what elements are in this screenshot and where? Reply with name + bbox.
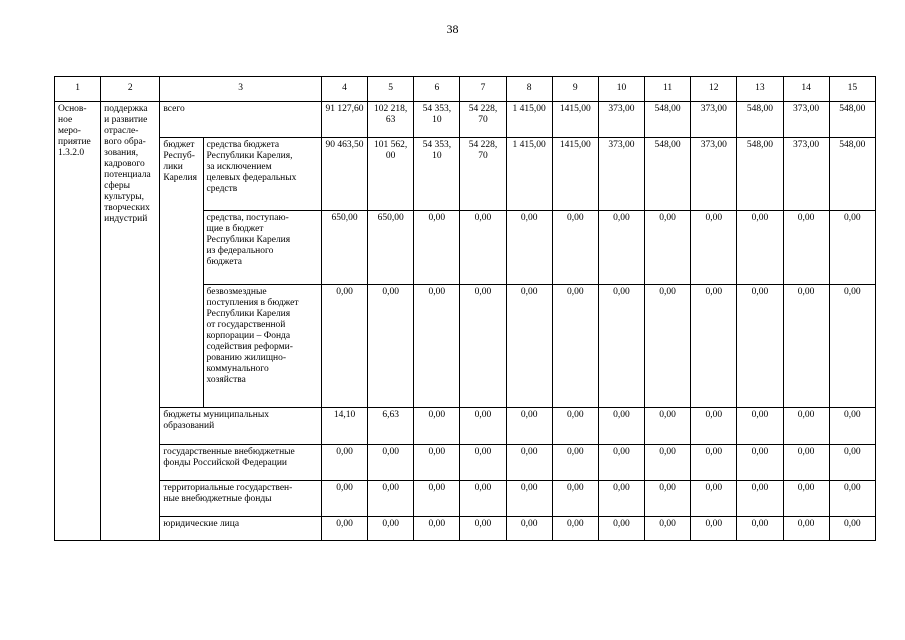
value-cell: 1415,00	[552, 138, 598, 211]
value-cell: 548,00	[829, 102, 875, 138]
value-cell: 0,00	[691, 445, 737, 481]
value-cell: 102 218, 63	[368, 102, 414, 138]
table-row	[55, 445, 876, 481]
value-cell: 0,00	[552, 408, 598, 445]
header-cell: 9	[552, 77, 598, 102]
value-cell: 0,00	[737, 445, 783, 481]
value-cell: 0,00	[645, 211, 691, 285]
value-cell: 548,00	[829, 138, 875, 211]
value-cell: 90 463,50	[321, 138, 367, 211]
row-label: безвозмездные поступления в бюджет Республики Карелия от государственной корпорации – Фонда содействия реформи- рованию жилищно- коммунального хозяйства	[203, 285, 321, 408]
value-cell: 373,00	[783, 138, 829, 211]
header-cell: 15	[829, 77, 875, 102]
value-cell: 0,00	[552, 211, 598, 285]
value-cell: 0,00	[321, 445, 367, 481]
value-cell: 0,00	[506, 481, 552, 517]
value-cell: 0,00	[829, 285, 875, 408]
value-cell: 0,00	[691, 517, 737, 541]
header-cell: 7	[460, 77, 506, 102]
event-code: Основ- ное меро- приятие 1.3.2.0	[55, 102, 101, 541]
value-cell: 0,00	[829, 211, 875, 285]
header-cell: 11	[645, 77, 691, 102]
value-cell: 0,00	[506, 445, 552, 481]
header-cell: 14	[783, 77, 829, 102]
value-cell: 0,00	[645, 408, 691, 445]
value-cell: 0,00	[783, 211, 829, 285]
value-cell: 0,00	[368, 517, 414, 541]
value-cell: 0,00	[829, 517, 875, 541]
value-cell: 91 127,60	[321, 102, 367, 138]
table-row	[55, 138, 876, 211]
value-cell: 1 415,00	[506, 138, 552, 211]
header-cell: 3	[160, 77, 322, 102]
value-cell: 548,00	[737, 138, 783, 211]
value-cell: 54 353, 10	[414, 138, 460, 211]
header-cell: 4	[321, 77, 367, 102]
value-cell: 0,00	[737, 211, 783, 285]
value-cell: 0,00	[598, 481, 644, 517]
value-cell: 0,00	[506, 517, 552, 541]
value-cell: 0,00	[460, 517, 506, 541]
value-cell: 548,00	[645, 102, 691, 138]
value-cell: 1415,00	[552, 102, 598, 138]
value-cell: 0,00	[691, 408, 737, 445]
value-cell: 0,00	[598, 285, 644, 408]
header-cell: 5	[368, 77, 414, 102]
value-cell: 0,00	[368, 481, 414, 517]
value-cell: 0,00	[783, 517, 829, 541]
value-cell: 0,00	[691, 285, 737, 408]
value-cell: 0,00	[783, 408, 829, 445]
value-cell: 0,00	[783, 445, 829, 481]
budget-rk-label: бюджет Респуб- лики Карелия	[160, 138, 203, 408]
value-cell: 1 415,00	[506, 102, 552, 138]
value-cell: 0,00	[460, 285, 506, 408]
value-cell: 0,00	[506, 211, 552, 285]
value-cell: 14,10	[321, 408, 367, 445]
value-cell: 0,00	[552, 481, 598, 517]
value-cell: 0,00	[737, 517, 783, 541]
row-label: бюджеты муниципальных образований	[160, 408, 322, 445]
row-label: территориальные государствен- ные внебюджетные фонды	[160, 481, 322, 517]
value-cell: 0,00	[506, 408, 552, 445]
value-cell: 0,00	[552, 285, 598, 408]
value-cell: 54 228, 70	[460, 102, 506, 138]
value-cell: 0,00	[737, 481, 783, 517]
value-cell: 0,00	[598, 211, 644, 285]
value-cell: 0,00	[598, 517, 644, 541]
value-cell: 0,00	[414, 408, 460, 445]
header-row	[55, 77, 876, 102]
value-cell: 0,00	[737, 408, 783, 445]
header-cell: 12	[691, 77, 737, 102]
row-label: всего	[160, 102, 322, 138]
value-cell: 0,00	[829, 445, 875, 481]
table-row	[55, 481, 876, 517]
value-cell: 373,00	[691, 102, 737, 138]
value-cell: 0,00	[414, 445, 460, 481]
value-cell: 548,00	[737, 102, 783, 138]
value-cell: 548,00	[645, 138, 691, 211]
value-cell: 650,00	[321, 211, 367, 285]
value-cell: 0,00	[368, 285, 414, 408]
header-cell: 8	[506, 77, 552, 102]
value-cell: 0,00	[414, 285, 460, 408]
value-cell: 0,00	[552, 517, 598, 541]
value-cell: 0,00	[414, 517, 460, 541]
budget-table	[54, 76, 876, 541]
value-cell: 0,00	[460, 408, 506, 445]
value-cell: 373,00	[598, 102, 644, 138]
table-row	[55, 408, 876, 445]
value-cell: 0,00	[691, 211, 737, 285]
value-cell: 0,00	[506, 285, 552, 408]
value-cell: 6,63	[368, 408, 414, 445]
value-cell: 54 353, 10	[414, 102, 460, 138]
header-cell: 1	[55, 77, 101, 102]
row-label: юридические лица	[160, 517, 322, 541]
value-cell: 0,00	[783, 481, 829, 517]
value-cell: 0,00	[691, 481, 737, 517]
value-cell: 0,00	[598, 408, 644, 445]
value-cell: 0,00	[645, 517, 691, 541]
value-cell: 0,00	[552, 445, 598, 481]
value-cell: 373,00	[691, 138, 737, 211]
value-cell: 0,00	[829, 481, 875, 517]
value-cell: 0,00	[460, 211, 506, 285]
header-cell: 6	[414, 77, 460, 102]
header-cell: 13	[737, 77, 783, 102]
value-cell: 0,00	[737, 285, 783, 408]
value-cell: 101 562, 00	[368, 138, 414, 211]
page-number: 38	[446, 22, 459, 36]
table-row	[55, 517, 876, 541]
value-cell: 0,00	[783, 285, 829, 408]
header-cell: 10	[598, 77, 644, 102]
value-cell: 0,00	[645, 445, 691, 481]
value-cell: 373,00	[598, 138, 644, 211]
value-cell: 0,00	[645, 285, 691, 408]
value-cell: 0,00	[598, 445, 644, 481]
value-cell: 0,00	[460, 481, 506, 517]
value-cell: 0,00	[414, 481, 460, 517]
row-label: средства бюджета Республики Карелия, за исключением целевых федеральных средств	[203, 138, 321, 211]
row-label: государственные внебюджетные фонды Российской Федерации	[160, 445, 322, 481]
value-cell: 0,00	[321, 481, 367, 517]
value-cell: 0,00	[829, 408, 875, 445]
value-cell: 0,00	[368, 445, 414, 481]
value-cell: 373,00	[783, 102, 829, 138]
value-cell: 0,00	[414, 211, 460, 285]
value-cell: 54 228, 70	[460, 138, 506, 211]
row-label: средства, поступаю- щие в бюджет Республики Карелия из федерального бюджета	[203, 211, 321, 285]
header-cell: 2	[101, 77, 160, 102]
value-cell: 0,00	[321, 517, 367, 541]
value-cell: 0,00	[321, 285, 367, 408]
event-name: поддержка и развитие отрасле- вого обра- зования, кадрового потенциала сферы культуры, творческих индустрий	[101, 102, 160, 541]
value-cell: 0,00	[460, 445, 506, 481]
table-row	[55, 102, 876, 138]
value-cell: 650,00	[368, 211, 414, 285]
value-cell: 0,00	[645, 481, 691, 517]
